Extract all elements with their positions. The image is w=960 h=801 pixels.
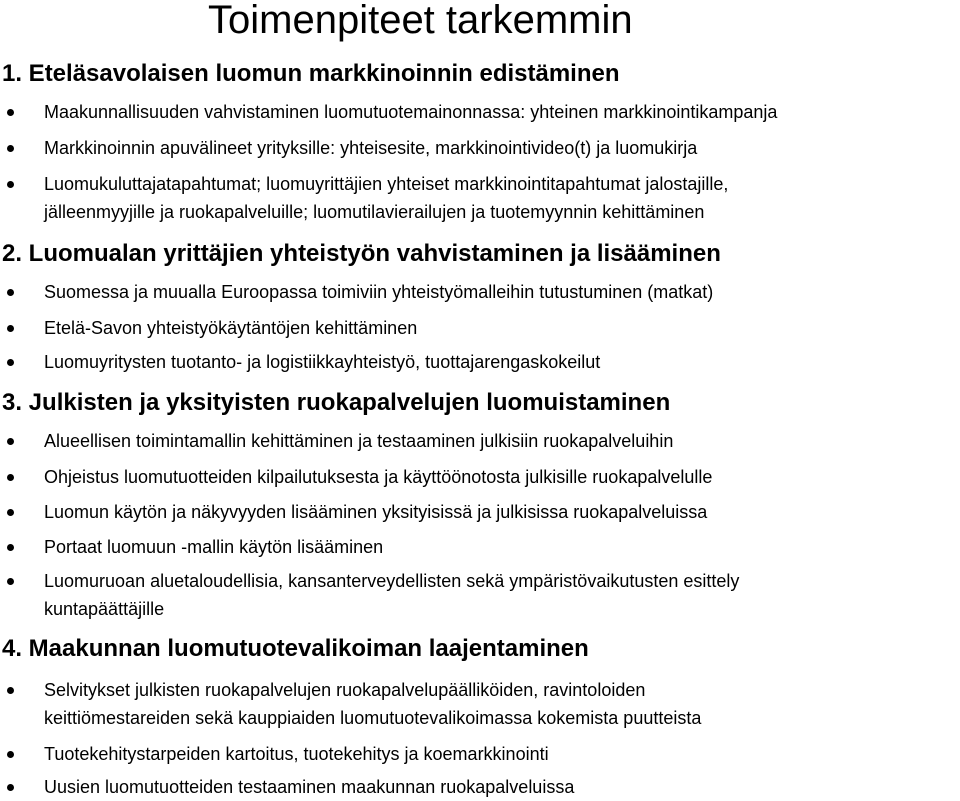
bullet-icon — [7, 289, 14, 296]
list-item — [4, 170, 956, 226]
bullet-text: Luomuyritysten tuotanto- ja logistiikkayhteistyö, tuottajarengaskokeilut — [44, 352, 601, 372]
bullet-icon — [7, 544, 14, 551]
section-heading-2: 2. Luomualan yrittäjien yhteistyön vahvistaminen ja lisääminen — [2, 240, 721, 267]
bullet-text: Ohjeistus luomutuotteiden kilpailutuksesta ja käyttöönotosta julkisille ruokapalvelulle — [44, 467, 713, 487]
list-item — [4, 567, 956, 623]
bullet-icon — [7, 438, 14, 445]
bullet-text-continued: jälleenmyyjille ja ruokapalveluille; luomutilavierailujen ja tuotemyynnin kehittäminen — [44, 202, 705, 222]
bullet-text: Uusien luomutuotteiden testaaminen maakunnan ruokapalveluissa — [44, 777, 575, 797]
list-item — [4, 278, 956, 306]
bullet-icon — [7, 109, 14, 116]
bullet-text: Portaat luomuun -mallin käytön lisääminen — [44, 537, 384, 557]
list-item — [4, 740, 956, 768]
list-item — [4, 463, 956, 491]
bullet-text: Luomuruoan aluetaloudellisia, kansanterveydellisten sekä ympäristövaikutusten esittely — [44, 571, 740, 591]
bullet-text-continued: kuntapäättäjille — [44, 599, 165, 619]
bullet-text: Etelä-Savon yhteistyökäytäntöjen kehittäminen — [44, 318, 418, 338]
bullet-text: Markkinoinnin apuvälineet yrityksille: yhteisesite, markkinointivideo(t) ja luomukirja — [44, 138, 698, 158]
bullet-icon — [7, 509, 14, 516]
bullet-icon — [7, 687, 14, 694]
list-item — [4, 98, 956, 126]
section-heading-4: 4. Maakunnan luomutuotevalikoiman laajentaminen — [2, 635, 589, 662]
list-item — [4, 348, 956, 376]
bullet-text: Alueellisen toimintamallin kehittäminen ja testaaminen julkisiin ruokapalveluihin — [44, 431, 674, 451]
slide-title: Toimenpiteet tarkemmin — [208, 0, 633, 42]
bullet-text: Suomessa ja muualla Euroopassa toimiviin yhteistyömalleihin tutustuminen (matkat) — [44, 282, 714, 302]
bullet-icon — [7, 751, 14, 758]
bullet-icon — [7, 359, 14, 366]
list-item — [4, 676, 956, 732]
bullet-icon — [7, 578, 14, 585]
list-item — [4, 498, 956, 526]
section-heading-3: 3. Julkisten ja yksityisten ruokapalvelujen luomuistaminen — [2, 389, 671, 416]
section-heading-1: 1. Eteläsavolaisen luomun markkinoinnin edistäminen — [2, 60, 620, 87]
list-item — [4, 427, 956, 455]
list-item — [4, 134, 956, 162]
bullet-text-continued: keittiömestareiden sekä kauppiaiden luomutuotevalikoimassa kokemista puutteista — [44, 708, 702, 728]
bullet-icon — [7, 181, 14, 188]
list-item — [4, 533, 956, 561]
list-item — [4, 314, 956, 342]
bullet-icon — [7, 325, 14, 332]
bullet-text: Tuotekehitystarpeiden kartoitus, tuotekehitys ja koemarkkinointi — [44, 744, 549, 764]
bullet-text: Luomun käytön ja näkyvyyden lisääminen yksityisissä ja julkisissa ruokapalveluissa — [44, 502, 708, 522]
bullet-text: Luomukuluttajatapahtumat; luomuyrittäjien yhteiset markkinointitapahtumat jalostajille, — [44, 174, 729, 194]
bullet-text: Maakunnallisuuden vahvistaminen luomutuotemainonnassa: yhteinen markkinointikampanja — [44, 102, 778, 122]
bullet-icon — [7, 784, 14, 791]
bullet-icon — [7, 145, 14, 152]
bullet-text: Selvitykset julkisten ruokapalvelujen ruokapalvelupäälliköiden, ravintoloiden — [44, 680, 646, 700]
list-item — [4, 773, 956, 801]
bullet-icon — [7, 474, 14, 481]
